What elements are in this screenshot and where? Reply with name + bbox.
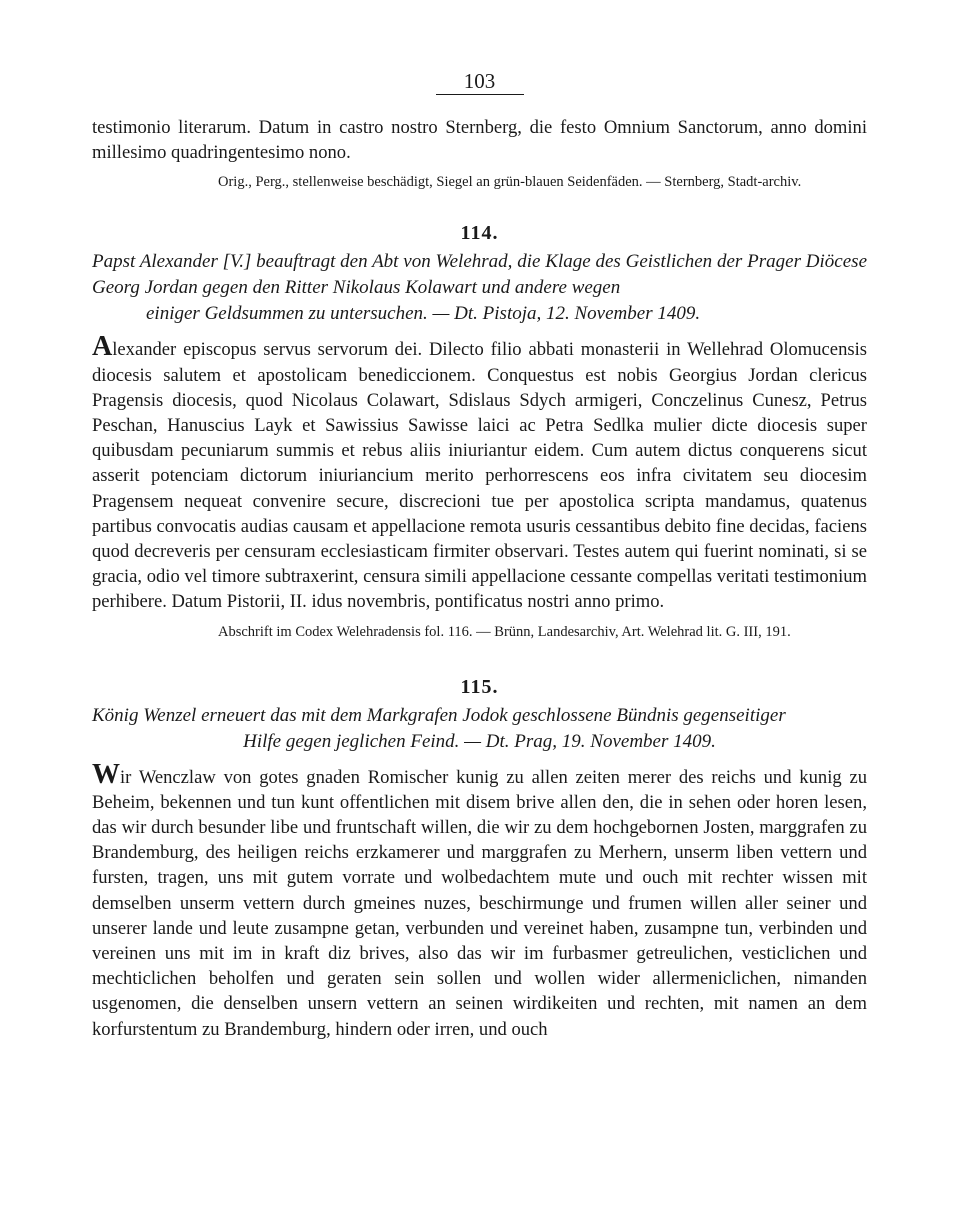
page-number-rule [436,94,524,95]
doc-115-text [92,758,867,1042]
doc-115-regest-line-2: Hilfe gegen jeglichen Feind. — Dt. Prag, 19. November 1409. [243,730,716,752]
doc-115-number: 115. [460,675,499,698]
doc-114-regest-line-3: einiger Geldsummen zu untersuchen. — Dt. Pistoja, 12. November 1409. [146,303,701,325]
doc-114-regest-line-2: Prager Diöcese Georg Jordan gegen den Ritter Nikolaus Kolawart und andere wegen [92,251,868,299]
doc-114-number: 114. [460,222,499,245]
doc-114-body: lexander episcopus servus servorum dei. Dilecto filio abbati monasterii in Wellehrad Olomucensis diocesis salutem et apostolicam benediccionem. Conquestus est nobis Georgius Jordan clericus Pragensis diocesis, quod Nicolaus Colawart, Sdislaus Sdych armigeri, Conczelinus Cunesz, Petrus Peschan, Hanuscius Layk et Sawissius Sawisse laici ac Petra Sedlka mulier dicte diocesis super quibusdam pecuniarum summis et rebus aliis iniuriantur eidem. Cum autem dictus conquerens sicut asserit potenciam dictorum iniuriancium merito perhorrescens eos infra civitatem seu diocesim Pragensem nequeat convenire secure, discrecioni tue per apostolica scripta mandamus, quatenus partibus convocatis audias causam et appellacione remota usuris cessantibus debito fine decidas, faciens quod decreveris per censuram ecclesiasticam firmiter observari. Testes autem qui fuerint nominati, si se gracia, odio vel timore subtraxerint, censura simili appellacione cessante compellas veritati testimonium perhibere. Datum Pistorii, II. idus novembris, pontificatus nostri anno primo. [92,339,868,613]
doc-114-regest [92,249,867,327]
continuation-text: testimonio literarum. Datum in castro nostro Sternberg, die festo Omnium Sanctorum, anno domini millesimo quadringentesimo nono. [92,117,867,164]
doc-115-regest [92,703,867,755]
doc-114-note: Abschrift im Codex Welehradensis fol. 116. — Brünn, Landesarchiv, Art. Welehrad lit. G. III, 191. [218,623,791,640]
continuation-note: Orig., Perg., stellenweise beschädigt, Siegel an grün-blauen Seidenfäden. — Sternberg, Stadt-archiv. [218,174,802,191]
doc-114-initial: A [92,331,113,363]
page-number: 103 [463,69,496,93]
doc-114-regest-line-1: Papst Alexander [V.] beauftragt den Abt von Welehrad, die Klage des Geistlichen der [92,251,743,273]
doc-115-body: ir Wenczlaw von gotes gnaden Romischer kunig zu allen zeiten merer des reichs und kunig zu Beheim, bekennen und tun kunt offentlichen mit disem brive allen den, die in sehen oder horen lesen, das wir durch besunder libe und fruntschaft willen, die wir zu dem hochgebornen Josten, marggrafen zu Brandemburg, des heiligen reichs erzkamerer und marggrafen zu Merhern, unserm liben vettern und fursten, tragen, uns mit gutem vorrate und wolbedachtem mute und ouch mit rechter wissen mit demselben unserm vettern durch gmeines nuzes, beschirmunge und frumen willen aller seiner und unserer lande und leute zusampne getan, verbunden und vereinet haben, zusampne tun, verbinden und vereinen uns mit im in kraft diz brives, also das wir im furbasmer getreulichen, vesticlichen und mechticlichen beholfen und geraten sein sollen und wollen wider allermeniclichen, nimanden usgenomen, die denselben unsern vettern an seinen wirdikeiten und rechten, mit namen an dem korfurstentum zu Brandemburg, hindern oder irren, und ouch [92,766,867,1040]
document-page [92,68,867,1042]
doc-114-text [92,331,868,614]
doc-115-initial: W [92,758,120,790]
doc-115-regest-line-1: König Wenzel erneuert das mit dem Markgrafen Jodok geschlossene Bündnis gegenseitiger [92,704,786,726]
